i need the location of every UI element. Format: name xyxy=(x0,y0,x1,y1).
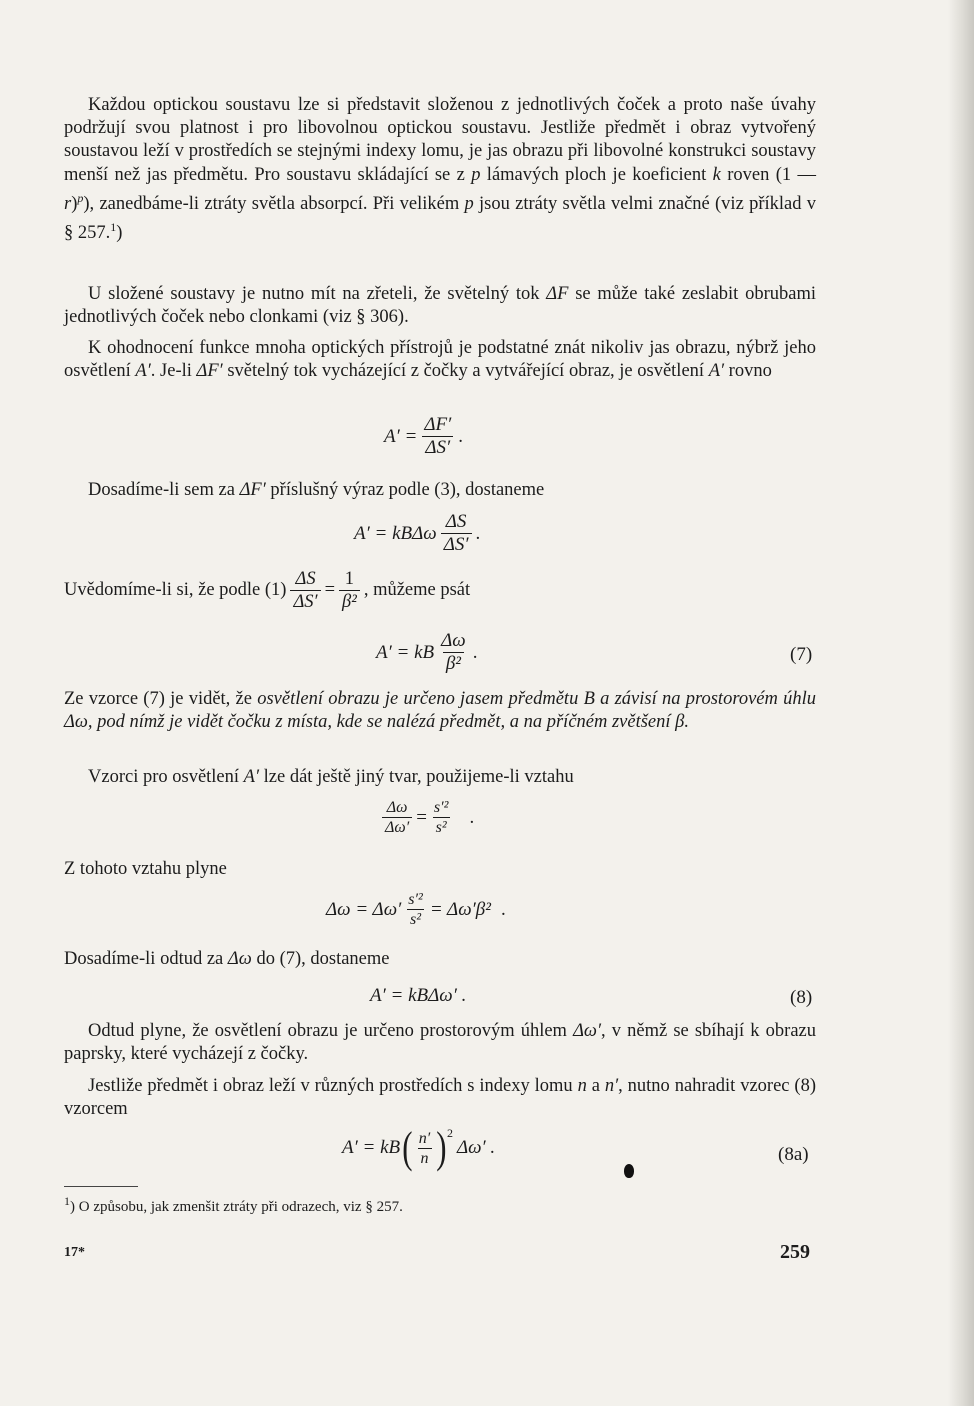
eq-numerator: Δω xyxy=(441,630,466,651)
eq-numerator: s′² xyxy=(408,891,423,908)
symbol: n′ xyxy=(604,1076,619,1096)
eq-numerator: ΔS xyxy=(445,511,467,532)
paragraph-6 xyxy=(64,688,816,734)
eq-denominator: Δω′ xyxy=(382,817,412,837)
equation-1 xyxy=(384,414,463,459)
exponent: p xyxy=(77,190,84,205)
text: světelný tok vycházející z čočky a vytvářející obraz, je osvětlení xyxy=(222,361,709,382)
equation-7 xyxy=(376,630,477,675)
symbol: ΔF′ xyxy=(239,480,266,500)
eq-numerator: Δω xyxy=(386,799,408,816)
paragraph-2 xyxy=(64,283,816,329)
paragraph-3 xyxy=(64,337,816,383)
text: ) xyxy=(116,223,123,244)
eq-denominator: n xyxy=(418,1148,432,1168)
text: K ohodnocení funkce mnoha optických přístrojů je podstatné znát nikoliv jas obrazu, nýbrž jeho osvětlení xyxy=(64,338,816,382)
text: ), zanedbáme-li ztráty světla absorpcí. Při velikém xyxy=(83,193,465,214)
text: rovno xyxy=(724,361,772,382)
eq-lhs: A′ = xyxy=(384,425,418,447)
text: lze dát ještě jiný tvar, použijeme-li vztahu xyxy=(259,767,574,787)
footnote-mark: 1 xyxy=(64,1194,70,1208)
text: Jestliže předmět i obraz leží v různých prostředích s indexy lomu xyxy=(88,1076,578,1096)
symbol: p xyxy=(464,193,474,214)
eq-tail: . xyxy=(500,898,506,920)
eq-equals: = xyxy=(324,580,336,600)
equation-8 xyxy=(370,985,466,1007)
page-edge-shadow xyxy=(948,0,974,1406)
text: Dosadíme-li odtud za xyxy=(64,949,228,969)
text: , v němž se sbíhají k obrazu paprsky, které vycházejí z čočky. xyxy=(64,1021,816,1065)
footnote xyxy=(64,1194,403,1216)
eq-numerator: ΔF′ xyxy=(424,414,452,435)
eq-denominator: s² xyxy=(407,909,424,929)
symbol: Δω xyxy=(227,949,252,969)
text: , můžeme psát xyxy=(363,580,471,600)
text: jsou ztráty světla velmi značné (viz příklad v § 257. xyxy=(64,193,817,244)
equation-5 xyxy=(378,798,474,837)
text: příslušný výraz podle (3), dostaneme xyxy=(265,480,545,500)
symbol: ΔF xyxy=(546,284,569,304)
text: . Je-li xyxy=(150,361,197,382)
text: se může také zeslabit obrubami jednotlivých čoček nebo clonkami (viz § 306). xyxy=(64,284,816,328)
paragraph-11 xyxy=(64,1075,816,1121)
text: a xyxy=(586,1076,605,1096)
eq-lhs: A′ = kB xyxy=(342,1137,401,1158)
eq-numerator: 1 xyxy=(344,569,355,589)
text: , nutno nahradit vzorec (8) vzorcem xyxy=(64,1076,816,1120)
text: Každou optickou soustavu lze si představit složenou z jednotlivých čoček a proto naše úvahy podržují svou platnost i pro libovolnou optickou soustavu. Jestliže předmět i obraz vytvořený soustavou leží v prostředích se stejnými indexy lomu, je jas obrazu při libovolné konstrukci soustavy menší než jas předmětu. Pro soustavu skládající se z xyxy=(64,95,816,185)
paragraph-10 xyxy=(64,1020,816,1066)
symbol: n xyxy=(577,1076,587,1096)
eq-numerator: n′ xyxy=(418,1129,431,1147)
footnote-rule xyxy=(64,1186,138,1187)
symbol: k xyxy=(712,164,721,185)
text: Odtud plyne, že osvětlení obrazu je určeno prostorovým úhlem xyxy=(88,1021,574,1041)
paragraph-9 xyxy=(64,948,816,971)
eq-lhs: A′ = kB xyxy=(376,641,435,663)
eq-rhs: = Δω′β² xyxy=(429,898,491,920)
equation-number-7: (7) xyxy=(790,644,813,665)
paragraph-8 xyxy=(64,858,816,881)
symbol: A′ xyxy=(135,361,151,382)
symbol: Δω′ xyxy=(573,1021,602,1041)
eq-numerator: ΔS xyxy=(295,569,316,589)
footnote-text: ) O způsobu, jak zmenšit ztráty při odrazech, viz § 257. xyxy=(70,1199,403,1215)
equation-6 xyxy=(326,890,506,929)
equation-number-8: (8) xyxy=(790,987,813,1008)
printer-signature: 17* xyxy=(64,1245,85,1260)
eq-numerator: s′² xyxy=(433,799,449,816)
equation-8a xyxy=(342,1123,496,1172)
equation-2 xyxy=(354,511,480,556)
eq-tail: . xyxy=(475,522,481,544)
eq-rhs: Δω′ . xyxy=(456,1137,496,1158)
text: Dosadíme-li sem za xyxy=(88,480,240,500)
equation-number-8a: (8a) xyxy=(778,1144,809,1165)
eq-equals: = xyxy=(416,806,427,828)
paragraph-7 xyxy=(64,766,816,789)
symbol: A′ xyxy=(708,361,725,382)
symbol: A′ xyxy=(243,767,260,787)
text: Uvědomíme-li si, že podle (1) xyxy=(64,580,287,600)
eq-lhs: A′ = kBΔω xyxy=(354,522,437,544)
italic-text: osvětlení obrazu je určeno jasem předmětu B a závisí na prostorovém úhlu Δω, pod nímž je vidět čočku z místa, kde se nalézá předmět, a na příčném zvětšení β. xyxy=(64,689,816,733)
paragraph-4 xyxy=(64,479,816,502)
ink-blot xyxy=(624,1164,634,1178)
footnote-ref: 1 xyxy=(110,220,117,235)
paragraph-1: Každou optickou soustavu lze si představit složenou z jednotlivých čoček a proto naše úvahy podržují svou platnost i pro libovolnou optickou soustavu. Jestliže předmět i obraz vytvořený soustavou leží v prostředích se stejnými indexy lomu, je jas obrazu při libovolné konstrukci soustavy menší než jas předmětu. Pro soustavu skládající se z p lámavých ploch je koeficient k roven (1 — r)$^p$), zanedbáme-li ztráty světla absorpcí. Při velikém p jsou ztráty světla velmi značné (viz příklad v § 257.$^1$) xyxy=(64,95,817,244)
text: do (7), dostaneme xyxy=(251,949,390,969)
text: roven (1 — xyxy=(720,164,816,185)
eq-expression: A′ = kBΔω′ . xyxy=(370,985,467,1006)
eq-tail: . xyxy=(458,425,464,447)
eq-exponent: 2 xyxy=(446,1126,453,1140)
left-paren: ( xyxy=(402,1123,413,1172)
eq-denominator: ΔS′ xyxy=(441,533,472,556)
right-paren: ) xyxy=(436,1123,447,1172)
eq-denominator: ΔS′ xyxy=(290,590,320,613)
symbol: ΔF′ xyxy=(196,361,223,382)
paragraph-5 xyxy=(64,568,470,613)
eq-denominator: ΔS′ xyxy=(422,436,453,459)
eq-denominator: s² xyxy=(433,817,450,837)
text: Ze vzorce (7) je vidět, že xyxy=(64,689,258,709)
symbol: p xyxy=(471,164,481,185)
text: lámavých ploch je koeficient xyxy=(480,164,713,185)
eq-lhs: Δω = Δω′ xyxy=(326,898,402,920)
eq-tail: . xyxy=(469,806,475,828)
symbol: r xyxy=(64,193,72,214)
eq-tail: . xyxy=(472,641,478,663)
eq-denominator: β² xyxy=(443,652,464,675)
text: Z tohoto vztahu plyne xyxy=(64,859,227,879)
page-number: 259 xyxy=(780,1241,810,1263)
text: Vzorci pro osvětlení xyxy=(88,767,244,787)
text: U složené soustavy je nutno mít na zřeteli, že světelný tok xyxy=(88,284,547,304)
eq-denominator: β² xyxy=(339,590,360,613)
